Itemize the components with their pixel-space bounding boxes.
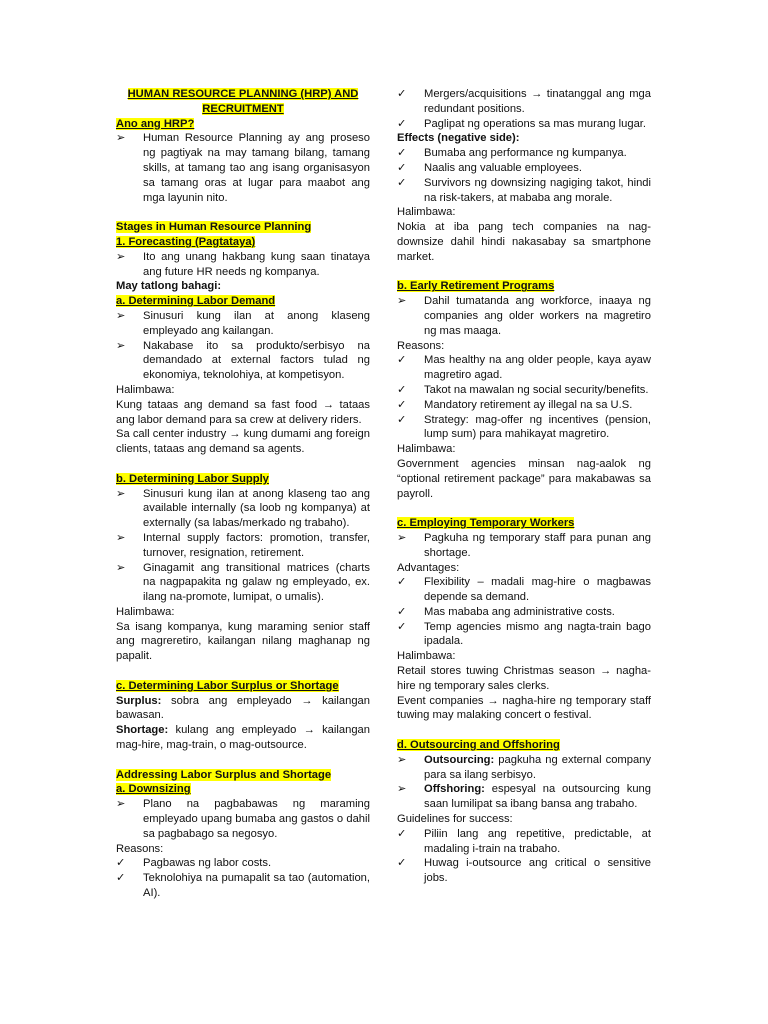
list-item-text: Mas mababa ang administrative costs. [424, 605, 615, 618]
arrow-bullet-item [116, 561, 370, 605]
arrow-bullet-item [116, 797, 370, 841]
check-bullet-item [116, 856, 370, 871]
check-icon: ✓ [397, 176, 407, 189]
arrow-bullet-item [116, 131, 370, 205]
right-column [397, 87, 651, 886]
example-label: Halimbawa: [116, 605, 175, 618]
surplus-definition [116, 694, 370, 724]
list-item-text: Teknolohiya na pumapalit sa tao (automation, AI). [143, 872, 370, 900]
example-text: Sa call center industry → kung dumami ang foreign clients, tataas ang demand sa agents. [116, 428, 370, 456]
check-icon: ✓ [397, 354, 407, 367]
advantages-label: Advantages: [397, 561, 460, 574]
outsourcing-label: Outsourcing: [424, 753, 495, 766]
check-icon: ✓ [397, 147, 407, 160]
three-parts-label: May tatlong bahagi: [116, 280, 222, 293]
check-bullet-item [397, 146, 651, 161]
list-item-text: Nakabase ito sa produkto/serbisyo na demandado at external factors tulad ng ekonomiya, teknolohiya, at kompetisyon. [143, 339, 370, 382]
arrow-bullet-item [116, 250, 370, 280]
list-item-text: Sinusuri kung ilan at anong klaseng tao ang available internally (sa loob ng kompanya) at externally (sa labas/merkado ng trabaho). [143, 487, 370, 530]
arrow-bullet-item [397, 753, 651, 783]
check-bullet-item [397, 161, 651, 176]
subheading-labor-supply: b. Determining Labor Supply [116, 472, 269, 485]
reasons-label: Reasons: [397, 339, 445, 352]
check-bullet-item [397, 117, 651, 132]
list-item-text: Ito ang unang hakbang kung saan tinataya ang future HR needs ng kompanya. [143, 250, 370, 278]
list-item-text: Mas healthy na ang older people, kaya ayaw magretiro agad. [424, 354, 651, 382]
list-item-text: Mandatory retirement ay illegal na sa U.S. [424, 398, 633, 411]
list-item-text: Survivors ng downsizing nagiging takot, hindi na risk-takers, at mababa ang morale. [424, 176, 651, 204]
surplus-label: Surplus: [116, 694, 162, 707]
shortage-definition [116, 723, 370, 753]
check-bullet-item [397, 398, 651, 413]
arrow-bullet-item [397, 531, 651, 561]
surplus-text: sobra ang empleyado → kailangan bawasan. [116, 694, 370, 722]
check-icon: ✓ [397, 161, 407, 174]
subheading-surplus-shortage: c. Determining Labor Surplus or Shortage [116, 679, 339, 692]
check-bullet-item [397, 620, 651, 650]
arrow-bullet-icon: ➢ [116, 339, 126, 352]
check-icon: ✓ [397, 398, 407, 411]
section-heading-what-is-hrp: Ano ang HRP? [116, 117, 195, 130]
example-text: Kung tataas ang demand sa fast food → tataas ang labor demand para sa crew at delivery riders. [116, 398, 370, 426]
check-bullet-item [397, 353, 651, 383]
arrow-bullet-icon: ➢ [397, 531, 407, 544]
example-text: Event companies → nagha-hire ng temporary staff tuwing may malaking concert o festival. [397, 694, 651, 722]
list-item-text: Flexibility – madali mag-hire o magbawas depende sa demand. [424, 576, 651, 604]
arrow-bullet-icon: ➢ [116, 132, 126, 145]
check-bullet-item [397, 383, 651, 398]
example-label: Halimbawa: [397, 443, 456, 456]
subheading-outsourcing: d. Outsourcing and Offshoring [397, 739, 560, 752]
subheading-labor-demand: a. Determining Labor Demand [116, 295, 276, 308]
example-label: Halimbawa: [116, 383, 175, 396]
list-item-text: Pagkuha ng temporary staff para punan ang shortage. [424, 531, 651, 559]
check-icon: ✓ [116, 872, 126, 885]
arrow-bullet-icon: ➢ [116, 531, 126, 544]
arrow-bullet-icon: ➢ [397, 753, 407, 766]
document-title: HUMAN RESOURCE PLANNING (HRP) AND RECRUITMENT [127, 88, 359, 115]
list-item-text: Plano na pagbabawas ng maraming empleyado upang bumaba ang gastos o dahil sa pagbabago sa negosyo. [143, 798, 370, 840]
arrow-bullet-icon: ➢ [116, 487, 126, 500]
list-item-text: Ginagamit ang transitional matrices (charts na nagpapakita ng galaw ng empleyado, ex. ilang na-promote, lumipat, o umalis). [143, 561, 370, 604]
arrow-bullet-item [116, 309, 370, 339]
list-item-text: Bumaba ang performance ng kumpanya. [424, 147, 627, 160]
check-icon: ✓ [397, 857, 407, 870]
section-heading-stages: Stages in Human Resource Planning [116, 221, 312, 234]
subheading-forecasting: 1. Forecasting (Pagtataya) [116, 235, 256, 248]
arrow-bullet-item [116, 339, 370, 383]
arrow-bullet-icon: ➢ [116, 250, 126, 263]
check-icon: ✓ [397, 576, 407, 589]
arrow-bullet-item [116, 487, 370, 531]
arrow-bullet-item [397, 294, 651, 338]
check-icon: ✓ [397, 605, 407, 618]
check-icon: ✓ [397, 383, 407, 396]
check-icon: ✓ [116, 857, 126, 870]
check-icon: ✓ [397, 88, 407, 100]
example-text: Nokia at iba pang tech companies na nag-downsize dahil hindi nakasabay sa smartphone market. [397, 221, 651, 263]
check-bullet-item [397, 87, 651, 117]
check-bullet-item [397, 856, 651, 886]
example-text: Government agencies minsan nag-aalok ng “optional retirement package” para makabawas sa payroll. [397, 457, 651, 500]
list-item-text: Mergers/acquisitions → tinatanggal ang mga redundant positions. [424, 88, 651, 115]
subheading-temporary-workers: c. Employing Temporary Workers [397, 517, 575, 530]
check-bullet-item [397, 827, 651, 857]
check-icon: ✓ [397, 117, 407, 130]
reasons-label: Reasons: [116, 842, 164, 855]
guidelines-label: Guidelines for success: [397, 813, 513, 826]
arrow-bullet-icon: ➢ [397, 783, 407, 796]
offshoring-text: espesyal na outsourcing kung saan lumilipat sa ibang bansa ang trabaho. [424, 783, 651, 811]
check-bullet-item [397, 413, 651, 443]
list-item-text: Internal supply factors: promotion, transfer, turnover, resignation, retirement. [143, 531, 370, 559]
left-column [116, 87, 370, 901]
subheading-downsizing: a. Downsizing [116, 783, 191, 796]
arrow-bullet-item [116, 531, 370, 561]
shortage-label: Shortage: [116, 724, 169, 737]
list-item-text: Human Resource Planning ay ang proseso ng pagtiyak na may tamang bilang, tamang skills, at tamang tao ang isang organisasyon sa tamang oras at lugar para maabot ang mga layunin nito. [143, 132, 370, 204]
list-item-text: Temp agencies mismo ang nagta-train bago ipadala. [424, 620, 651, 648]
check-bullet-item [397, 575, 651, 605]
arrow-bullet-icon: ➢ [116, 798, 126, 811]
shortage-text: kulang ang empleyado → kailangan mag-hire, mag-train, o mag-outsource. [116, 724, 370, 752]
list-item-text: Dahil tumatanda ang workforce, inaaya ng companies ang older workers na magretiro ng mas maaga. [424, 295, 651, 337]
arrow-bullet-item [397, 782, 651, 812]
list-item-text: Sinusuri kung ilan at anong klaseng empleyado ang kailangan. [143, 309, 370, 337]
example-label: Halimbawa: [397, 206, 456, 219]
list-item-text: Piliin lang ang repetitive, predictable, at madaling i-train na trabaho. [424, 827, 651, 855]
section-heading-addressing: Addressing Labor Surplus and Shortage [116, 768, 332, 781]
arrow-bullet-icon: ➢ [116, 561, 126, 574]
example-text: Retail stores tuwing Christmas season → nagha-hire ng temporary sales clerks. [397, 665, 651, 692]
check-bullet-item [397, 605, 651, 620]
check-icon: ✓ [397, 827, 407, 840]
effects-label: Effects (negative side): [397, 132, 520, 145]
list-item-text: Paglipat ng operations sa mas murang lugar. [424, 117, 647, 130]
example-label: Halimbawa: [397, 650, 456, 663]
check-icon: ✓ [397, 413, 407, 426]
arrow-bullet-icon: ➢ [116, 309, 126, 322]
outsourcing-text: pagkuha ng external company para sa ilang serbisyo. [424, 753, 651, 781]
list-item-text: Huwag i-outsource ang critical o sensitive jobs. [424, 857, 651, 885]
list-item-text: Naalis ang valuable employees. [424, 161, 582, 174]
offshoring-label: Offshoring: [424, 783, 485, 796]
list-item-text: Pagbawas ng labor costs. [143, 857, 272, 870]
example-text: Sa isang kompanya, kung maraming senior staff ang magreretiro, kailangan nilang maghanap ng papalit. [116, 620, 370, 663]
check-bullet-item [116, 871, 370, 901]
check-icon: ✓ [397, 620, 407, 633]
check-bullet-item [397, 176, 651, 206]
arrow-bullet-icon: ➢ [397, 295, 407, 308]
subheading-early-retirement: b. Early Retirement Programs [397, 280, 555, 293]
list-item-text: Takot na mawalan ng social security/benefits. [424, 383, 649, 396]
list-item-text: Strategy: mag-offer ng incentives (pension, lump sum) para mahikayat magretiro. [424, 413, 651, 441]
